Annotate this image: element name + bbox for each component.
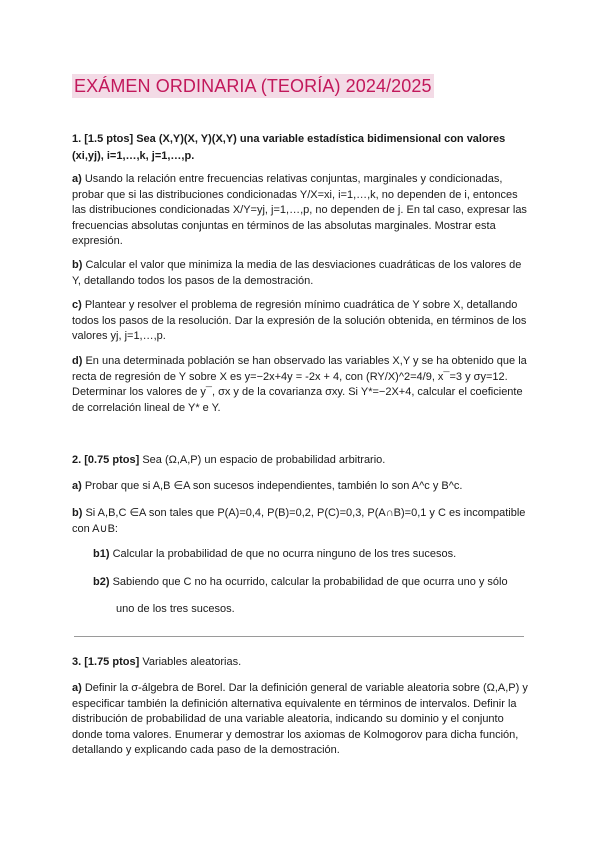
question-2b2-continuation: uno de los tres sucesos. <box>116 603 235 615</box>
question-1-label: 1. [1.5 ptos] <box>72 133 134 145</box>
question-2b-text: Si A,B,C ∈A son tales que P(A)=0,4, P(B)=0,2, P(C)=0,3, P(A∩B)=0,1 y C es incompatible con A∪B: <box>72 507 526 535</box>
question-1d-label: d) <box>72 355 83 367</box>
question-3-label: 3. [1.75 ptos] <box>72 656 140 668</box>
question-3-statement: Variables aleatorias. <box>142 656 242 668</box>
question-2b <box>72 506 530 537</box>
question-3-header <box>72 654 528 671</box>
question-1a-text: Usando la relación entre frecuencias relativas conjuntas, marginales y condicionadas, probar que si las distribuciones condicionadas Y/X=xi, i=1,…,k, no dependen de i, entonces las distribuciones condicionadas X/Y=yj, j=1,…,p, no dependen de j. En tal caso, expresar las frecuencias absolutas conjuntas en términos de las absolutas marginales. Mostrar esta expresión. <box>72 173 527 248</box>
question-1a-label: a) <box>72 173 82 185</box>
question-2b2-text: Sabiendo que C no ha ocurrido, calcular la probabilidad de que ocurra uno y sólo <box>112 576 508 588</box>
question-3a <box>72 681 530 759</box>
question-2b1 <box>93 546 456 562</box>
question-3a-text: Definir la σ-álgebra de Borel. Dar la definición general de variable aleatoria sobre (Ω,A,P) y especificar también la definición alternativa equivalente en términos de intervalos. Definir la distribución de probabilidad de una variable aleatoria, indicando su dominio y el conjunto donde toma valores. Enumerar y demostrar los axiomas de Kolmogorov para dicha función, detallando y explicando cada paso de la demostración. <box>72 682 528 757</box>
question-1c-label: c) <box>72 299 82 311</box>
question-3a-label: a) <box>72 682 82 694</box>
question-1b <box>72 258 530 289</box>
question-2a-label: a) <box>72 480 82 492</box>
question-1c <box>72 298 530 345</box>
question-1-header <box>72 131 528 165</box>
question-2-label: 2. [0.75 ptos] <box>72 454 140 466</box>
question-2b-label: b) <box>72 507 83 519</box>
question-2b1-text: Calcular la probabilidad de que no ocurra ninguno de los tres sucesos. <box>112 548 457 560</box>
question-1d-text: En una determinada población se han observado las variables X,Y y se ha obtenido que la recta de regresión de Y sobre X es y=−2x+4y = -2x + 4, con (RY/X)^2=4/9, x¯=3 y σy=12. Determinar los valores de y¯, σx y de la covarianza σxy. Si Y*=−2X+4, calcular el coeficiente de correlación lineal de Y* e Y. <box>72 355 527 414</box>
question-2b2 <box>93 574 508 590</box>
question-2b2-label: b2) <box>93 576 110 588</box>
question-1b-text: Calcular el valor que minimiza la media de las desviaciones cuadráticas de los valores de Y, detallando todos los pasos de la demostración. <box>72 259 522 287</box>
question-2-statement: Sea (Ω,A,P) un espacio de probabilidad arbitrario. <box>142 454 386 466</box>
question-2-header <box>72 452 528 469</box>
question-1a <box>72 172 530 250</box>
question-2a-text: Probar que si A,B ∈A son sucesos independientes, también lo son A^c y B^c. <box>84 480 463 492</box>
question-2b1-label: b1) <box>93 548 110 560</box>
question-2a <box>72 479 530 495</box>
question-1-statement: Sea (X,Y)(X, Y)(X,Y) una variable estadística bidimensional con valores (xi,yj), i=1,…,k, j=1,…,p. <box>72 133 506 162</box>
section-divider <box>74 636 524 637</box>
question-1d <box>72 354 530 416</box>
question-1b-label: b) <box>72 259 83 271</box>
exam-title: EXÁMEN ORDINARIA (TEORÍA) 2024/2025 <box>74 76 432 96</box>
question-1c-text: Plantear y resolver el problema de regresión mínimo cuadrática de Y sobre X, detallando todos los pasos de la resolución. Dar la expresión de la solución obtenida, en términos de los valores yj, j=1,…,p. <box>72 299 527 343</box>
